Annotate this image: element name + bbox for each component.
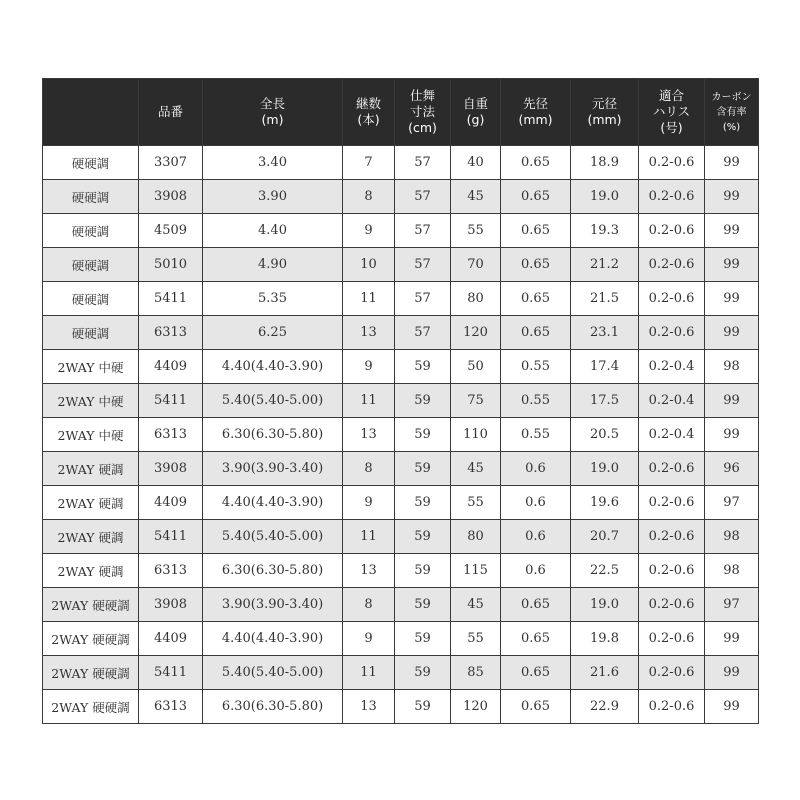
- header-weight: 自重 (g): [451, 79, 501, 146]
- cell-line-rating: 0.2-0.6: [639, 520, 705, 554]
- cell-sections: 11: [343, 520, 395, 554]
- cell-line-rating: 0.2-0.6: [639, 554, 705, 588]
- cell-sections: 10: [343, 248, 395, 282]
- cell-model-number: 3908: [139, 452, 203, 486]
- cell-total-length: 6.25: [203, 316, 343, 350]
- cell-total-length: 4.40(4.40-3.90): [203, 350, 343, 384]
- cell-carbon-content: 98: [705, 520, 759, 554]
- cell-line-rating: 0.2-0.6: [639, 622, 705, 656]
- cell-sections: 11: [343, 282, 395, 316]
- cell-sections: 8: [343, 588, 395, 622]
- cell-model: 2WAY 硬調: [43, 520, 139, 554]
- cell-weight: 80: [451, 282, 501, 316]
- cell-model-number: 5010: [139, 248, 203, 282]
- cell-closed-length: 57: [395, 180, 451, 214]
- cell-model: 2WAY 中硬: [43, 418, 139, 452]
- cell-tip-diameter: 0.55: [501, 350, 571, 384]
- cell-line-rating: 0.2-0.6: [639, 180, 705, 214]
- cell-model: 硬硬調: [43, 214, 139, 248]
- cell-carbon-content: 99: [705, 316, 759, 350]
- cell-total-length: 6.30(6.30-5.80): [203, 554, 343, 588]
- cell-closed-length: 59: [395, 384, 451, 418]
- header-closed-length: 仕舞 寸法 (cm): [395, 79, 451, 146]
- cell-sections: 11: [343, 656, 395, 690]
- cell-sections: 9: [343, 622, 395, 656]
- cell-tip-diameter: 0.6: [501, 520, 571, 554]
- cell-carbon-content: 96: [705, 452, 759, 486]
- cell-weight: 70: [451, 248, 501, 282]
- cell-tip-diameter: 0.65: [501, 656, 571, 690]
- cell-total-length: 4.40: [203, 214, 343, 248]
- cell-closed-length: 59: [395, 350, 451, 384]
- cell-weight: 40: [451, 146, 501, 180]
- cell-line-rating: 0.2-0.6: [639, 316, 705, 350]
- cell-butt-diameter: 19.0: [571, 180, 639, 214]
- table-header: [43, 79, 759, 146]
- cell-model: 硬硬調: [43, 180, 139, 214]
- cell-butt-diameter: 22.9: [571, 690, 639, 724]
- cell-weight: 55: [451, 622, 501, 656]
- cell-model: 硬硬調: [43, 248, 139, 282]
- cell-model: 2WAY 硬硬調: [43, 656, 139, 690]
- cell-closed-length: 57: [395, 316, 451, 350]
- cell-weight: 120: [451, 690, 501, 724]
- cell-carbon-content: 99: [705, 146, 759, 180]
- cell-model: 2WAY 中硬: [43, 384, 139, 418]
- cell-model-number: 4509: [139, 214, 203, 248]
- cell-closed-length: 57: [395, 248, 451, 282]
- cell-total-length: 4.40(4.40-3.90): [203, 486, 343, 520]
- cell-model-number: 5411: [139, 384, 203, 418]
- cell-line-rating: 0.2-0.6: [639, 282, 705, 316]
- cell-butt-diameter: 19.8: [571, 622, 639, 656]
- cell-weight: 45: [451, 452, 501, 486]
- cell-weight: 85: [451, 656, 501, 690]
- table-row: [43, 214, 759, 248]
- cell-line-rating: 0.2-0.6: [639, 656, 705, 690]
- cell-tip-diameter: 0.65: [501, 180, 571, 214]
- cell-sections: 13: [343, 418, 395, 452]
- cell-carbon-content: 99: [705, 214, 759, 248]
- header-carbon-content: カーボン 含有率 (%): [705, 79, 759, 146]
- cell-line-rating: 0.2-0.4: [639, 350, 705, 384]
- cell-tip-diameter: 0.65: [501, 690, 571, 724]
- cell-tip-diameter: 0.55: [501, 418, 571, 452]
- cell-total-length: 5.40(5.40-5.00): [203, 384, 343, 418]
- table-row: [43, 350, 759, 384]
- cell-sections: 8: [343, 452, 395, 486]
- cell-model-number: 3307: [139, 146, 203, 180]
- cell-butt-diameter: 22.5: [571, 554, 639, 588]
- cell-line-rating: 0.2-0.4: [639, 384, 705, 418]
- table-row: [43, 418, 759, 452]
- spec-table: [42, 78, 759, 724]
- cell-weight: 45: [451, 180, 501, 214]
- cell-tip-diameter: 0.65: [501, 282, 571, 316]
- cell-butt-diameter: 17.5: [571, 384, 639, 418]
- cell-closed-length: 59: [395, 622, 451, 656]
- cell-model-number: 4409: [139, 486, 203, 520]
- cell-total-length: 6.30(6.30-5.80): [203, 690, 343, 724]
- cell-tip-diameter: 0.6: [501, 452, 571, 486]
- header-blank: [43, 79, 139, 146]
- cell-tip-diameter: 0.65: [501, 146, 571, 180]
- cell-line-rating: 0.2-0.6: [639, 248, 705, 282]
- cell-butt-diameter: 21.5: [571, 282, 639, 316]
- table-row: [43, 248, 759, 282]
- cell-closed-length: 59: [395, 418, 451, 452]
- header-model-number: 品番: [139, 79, 203, 146]
- cell-model: 2WAY 中硬: [43, 350, 139, 384]
- cell-total-length: 3.90: [203, 180, 343, 214]
- table-row: [43, 452, 759, 486]
- cell-carbon-content: 97: [705, 486, 759, 520]
- cell-model-number: 6313: [139, 690, 203, 724]
- cell-weight: 50: [451, 350, 501, 384]
- cell-sections: 13: [343, 554, 395, 588]
- cell-closed-length: 59: [395, 690, 451, 724]
- cell-model: 2WAY 硬硬調: [43, 622, 139, 656]
- table-row: [43, 690, 759, 724]
- header-line-rating: 適合 ハリス (号): [639, 79, 705, 146]
- cell-carbon-content: 99: [705, 282, 759, 316]
- table-row: [43, 316, 759, 350]
- cell-total-length: 5.40(5.40-5.00): [203, 520, 343, 554]
- cell-butt-diameter: 19.0: [571, 588, 639, 622]
- cell-total-length: 6.30(6.30-5.80): [203, 418, 343, 452]
- cell-line-rating: 0.2-0.4: [639, 418, 705, 452]
- cell-closed-length: 57: [395, 282, 451, 316]
- cell-sections: 11: [343, 384, 395, 418]
- cell-total-length: 3.90(3.90-3.40): [203, 588, 343, 622]
- cell-butt-diameter: 19.0: [571, 452, 639, 486]
- cell-sections: 7: [343, 146, 395, 180]
- cell-tip-diameter: 0.65: [501, 214, 571, 248]
- cell-butt-diameter: 18.9: [571, 146, 639, 180]
- cell-model-number: 4409: [139, 350, 203, 384]
- cell-model-number: 5411: [139, 656, 203, 690]
- table-body: [43, 146, 759, 724]
- cell-weight: 115: [451, 554, 501, 588]
- cell-butt-diameter: 19.6: [571, 486, 639, 520]
- cell-sections: 9: [343, 486, 395, 520]
- cell-carbon-content: 99: [705, 248, 759, 282]
- cell-model-number: 3908: [139, 588, 203, 622]
- cell-model-number: 5411: [139, 282, 203, 316]
- table-row: [43, 656, 759, 690]
- cell-closed-length: 59: [395, 452, 451, 486]
- cell-butt-diameter: 21.2: [571, 248, 639, 282]
- table-row: [43, 622, 759, 656]
- header-row: [43, 79, 759, 146]
- cell-carbon-content: 97: [705, 588, 759, 622]
- cell-weight: 55: [451, 486, 501, 520]
- cell-model: 硬硬調: [43, 146, 139, 180]
- cell-carbon-content: 98: [705, 350, 759, 384]
- cell-butt-diameter: 23.1: [571, 316, 639, 350]
- cell-total-length: 4.40(4.40-3.90): [203, 622, 343, 656]
- header-tip-diameter: 先径 (mm): [501, 79, 571, 146]
- cell-total-length: 5.40(5.40-5.00): [203, 656, 343, 690]
- cell-closed-length: 59: [395, 554, 451, 588]
- cell-model: 硬硬調: [43, 282, 139, 316]
- cell-line-rating: 0.2-0.6: [639, 452, 705, 486]
- cell-closed-length: 57: [395, 146, 451, 180]
- cell-sections: 9: [343, 350, 395, 384]
- cell-carbon-content: 99: [705, 690, 759, 724]
- cell-model: 2WAY 硬調: [43, 554, 139, 588]
- table-row: [43, 486, 759, 520]
- cell-model-number: 3908: [139, 180, 203, 214]
- cell-weight: 55: [451, 214, 501, 248]
- cell-butt-diameter: 20.5: [571, 418, 639, 452]
- cell-sections: 13: [343, 690, 395, 724]
- table-row: [43, 180, 759, 214]
- header-total-length: 全長 (m): [203, 79, 343, 146]
- table-row: [43, 520, 759, 554]
- cell-butt-diameter: 20.7: [571, 520, 639, 554]
- cell-tip-diameter: 0.6: [501, 554, 571, 588]
- cell-line-rating: 0.2-0.6: [639, 214, 705, 248]
- cell-weight: 80: [451, 520, 501, 554]
- cell-sections: 13: [343, 316, 395, 350]
- cell-model-number: 5411: [139, 520, 203, 554]
- cell-model-number: 4409: [139, 622, 203, 656]
- cell-closed-length: 57: [395, 214, 451, 248]
- header-sections: 継数 (本): [343, 79, 395, 146]
- table-row: [43, 588, 759, 622]
- cell-weight: 120: [451, 316, 501, 350]
- cell-model: 硬硬調: [43, 316, 139, 350]
- table-row: [43, 282, 759, 316]
- cell-total-length: 3.90(3.90-3.40): [203, 452, 343, 486]
- header-butt-diameter: 元径 (mm): [571, 79, 639, 146]
- cell-model: 2WAY 硬調: [43, 452, 139, 486]
- cell-tip-diameter: 0.65: [501, 622, 571, 656]
- cell-model-number: 6313: [139, 554, 203, 588]
- cell-model: 2WAY 硬硬調: [43, 690, 139, 724]
- cell-closed-length: 59: [395, 588, 451, 622]
- cell-tip-diameter: 0.65: [501, 248, 571, 282]
- table-row: [43, 554, 759, 588]
- cell-carbon-content: 99: [705, 622, 759, 656]
- cell-closed-length: 59: [395, 486, 451, 520]
- cell-sections: 8: [343, 180, 395, 214]
- cell-weight: 45: [451, 588, 501, 622]
- cell-butt-diameter: 21.6: [571, 656, 639, 690]
- cell-tip-diameter: 0.65: [501, 316, 571, 350]
- cell-total-length: 4.90: [203, 248, 343, 282]
- cell-total-length: 3.40: [203, 146, 343, 180]
- cell-model: 2WAY 硬調: [43, 486, 139, 520]
- cell-carbon-content: 99: [705, 384, 759, 418]
- table-row: [43, 146, 759, 180]
- cell-carbon-content: 99: [705, 180, 759, 214]
- table-row: [43, 384, 759, 418]
- cell-model-number: 6313: [139, 316, 203, 350]
- cell-line-rating: 0.2-0.6: [639, 146, 705, 180]
- cell-weight: 110: [451, 418, 501, 452]
- cell-weight: 75: [451, 384, 501, 418]
- cell-line-rating: 0.2-0.6: [639, 486, 705, 520]
- cell-closed-length: 59: [395, 520, 451, 554]
- cell-model: 2WAY 硬硬調: [43, 588, 139, 622]
- cell-tip-diameter: 0.55: [501, 384, 571, 418]
- cell-sections: 9: [343, 214, 395, 248]
- cell-model-number: 6313: [139, 418, 203, 452]
- cell-carbon-content: 99: [705, 418, 759, 452]
- cell-total-length: 5.35: [203, 282, 343, 316]
- cell-tip-diameter: 0.6: [501, 486, 571, 520]
- cell-line-rating: 0.2-0.6: [639, 690, 705, 724]
- cell-carbon-content: 98: [705, 554, 759, 588]
- cell-tip-diameter: 0.65: [501, 588, 571, 622]
- cell-butt-diameter: 19.3: [571, 214, 639, 248]
- cell-butt-diameter: 17.4: [571, 350, 639, 384]
- cell-line-rating: 0.2-0.6: [639, 588, 705, 622]
- cell-carbon-content: 99: [705, 656, 759, 690]
- cell-closed-length: 59: [395, 656, 451, 690]
